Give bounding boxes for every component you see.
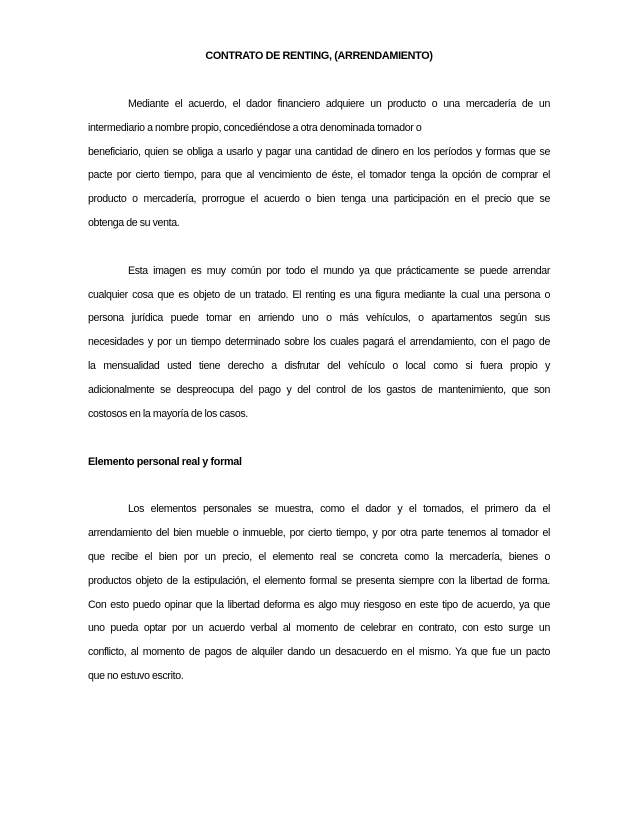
- spacer: [88, 426, 550, 450]
- paragraph-line: costosos en la mayoría de los casos.: [88, 407, 248, 420]
- paragraph-line: necesidades y por un tiempo determinado sobre los cuales pagará el arrendamiento, con el pago de: [88, 336, 550, 349]
- paragraph-2: [88, 260, 550, 427]
- paragraph-1: [88, 93, 550, 236]
- paragraph-line: Los elementos personales se muestra, como el dador y el tomados, el primero da el: [128, 503, 550, 516]
- paragraph-line: conflicto, al momento de pagos de alquiler dando un desacuerdo en el mismo. Ya que fue un pacto: [88, 646, 550, 659]
- paragraph-line: Esta imagen es muy común por todo el mundo ya que prácticamente se puede arrendar: [128, 264, 550, 277]
- document-title: CONTRATO DE RENTING, (ARRENDAMIENTO): [205, 50, 433, 62]
- paragraph-line: adicionalmente se despreocupa del pago y del control de los gastos de mantenimiento, que son: [88, 383, 550, 396]
- document-body: [88, 44, 550, 689]
- paragraph-line: obtenga de su venta.: [88, 216, 180, 229]
- spacer: [88, 236, 550, 260]
- paragraph-line: uno pueda optar por un acuerdo verbal al momento de celebrar en contrato, con esto surge un: [88, 622, 550, 635]
- paragraph-line: beneficiario, quien se obliga a usarlo y pagar una cantidad de dinero en los períodos y formas que se: [88, 145, 550, 158]
- paragraph-line: pacte por cierto tiempo, para que al vencimiento de éste, el tomador tenga la opción de comprar el: [88, 169, 550, 182]
- spacer: [88, 474, 550, 498]
- paragraph-line: persona jurídica puede tomar en arriendo uno o más vehículos, o apartamentos según sus: [88, 312, 550, 325]
- paragraph-line: Con esto puedo opinar que la libertad deforma es algo muy riesgoso en este tipo de acuerdo, ya que: [88, 598, 550, 611]
- paragraph-line: cualquier cosa que es objeto de un tratado. El renting es una figura mediante la cual una persona o: [88, 288, 550, 301]
- paragraph-line: que recibe el bien por un precio, el elemento real se concreta como la mercadería, bienes o: [88, 550, 550, 563]
- paragraph-3: [88, 498, 550, 688]
- spacer: [88, 68, 550, 93]
- paragraph-line: que no estuvo escrito.: [88, 669, 184, 682]
- paragraph-line: intermediario a nombre propio, concediéndose a otra denominada tomador o: [88, 121, 422, 134]
- paragraph-line: arrendamiento del bien mueble o inmueble, por cierto tiempo, y por otra parte tenemos al tomador el: [88, 527, 550, 540]
- paragraph-line: producto o mercadería, prorrogue el acuerdo o bien tenga una participación en el precio que se: [88, 193, 550, 206]
- paragraph-line: Mediante el acuerdo, el dador financiero adquiere un producto o una mercadería de un: [128, 98, 550, 110]
- paragraph-line: la mensualidad usted tiene derecho a disfrutar del vehículo o local como si fuera propio y: [88, 359, 550, 372]
- paragraph-line: productos objeto de la estipulación, el elemento formal se presenta siempre con la libertad de forma.: [88, 574, 550, 587]
- section-heading: Elemento personal real y formal: [88, 456, 242, 469]
